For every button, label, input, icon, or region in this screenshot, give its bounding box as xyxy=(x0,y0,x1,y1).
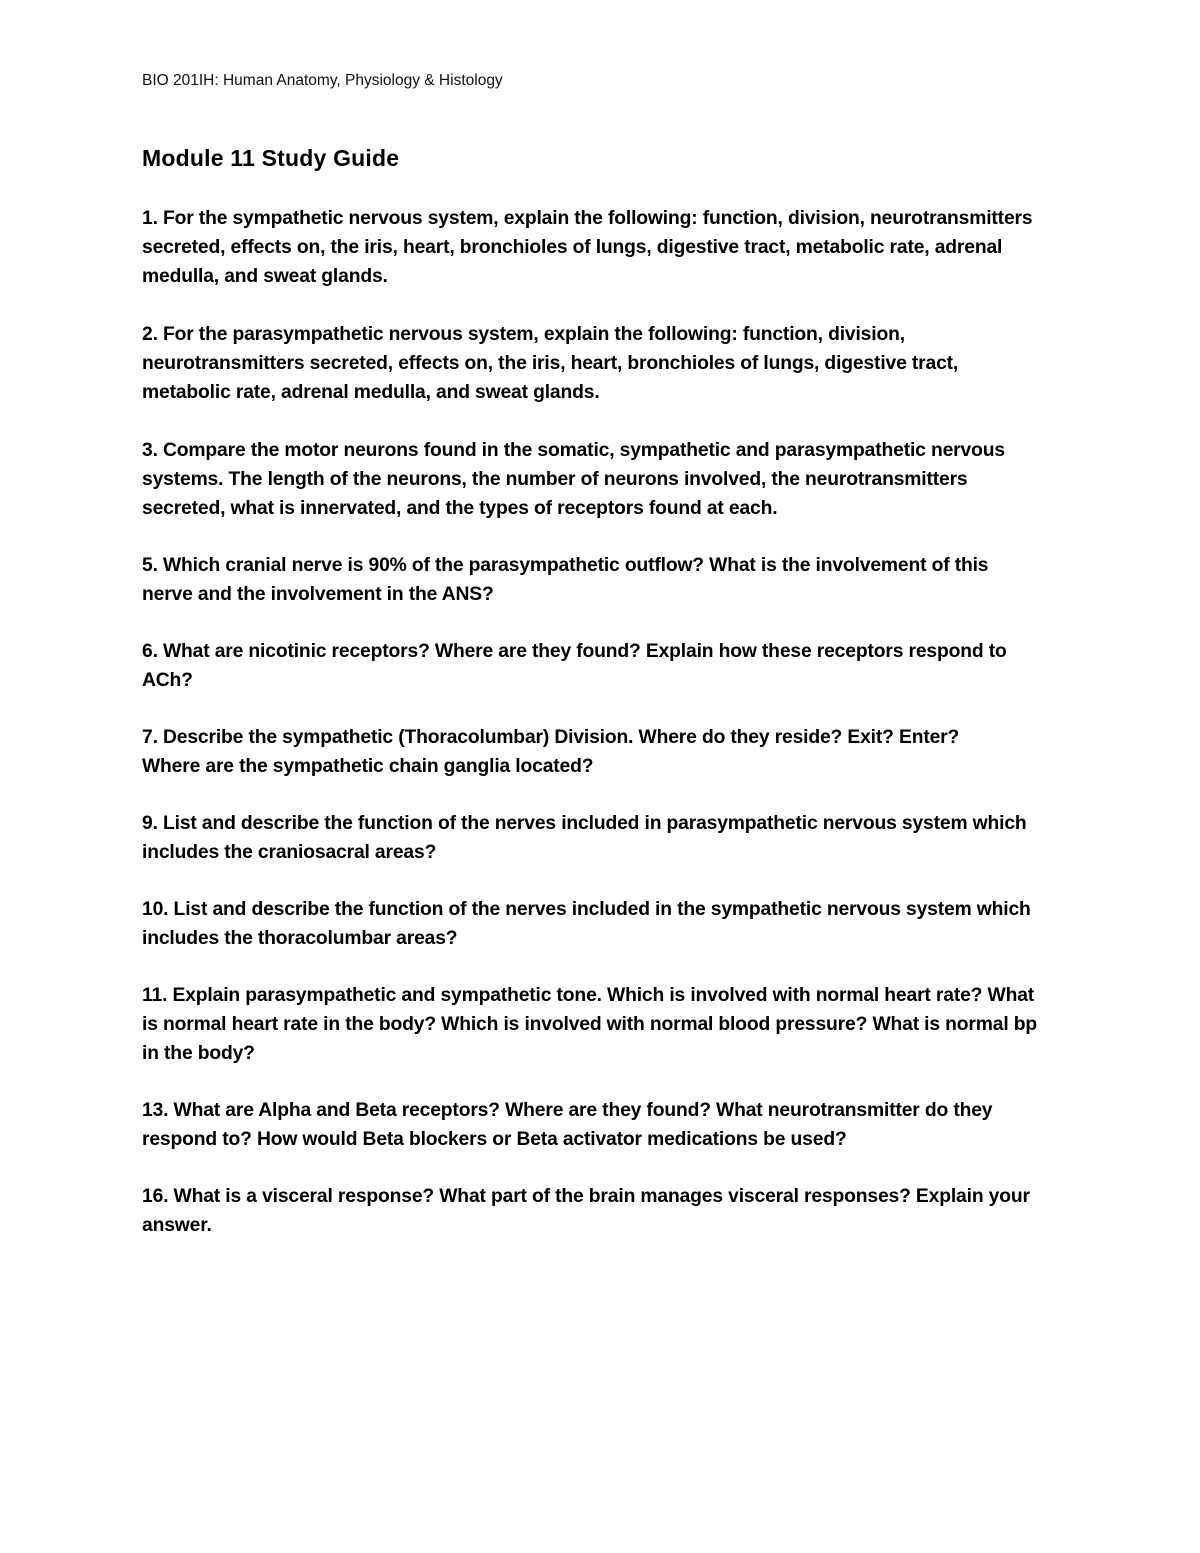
question-1-line-1: 1. For the sympathetic nervous system, explain the following: function, division, neurotransmitters xyxy=(142,208,1033,229)
question-16-line-2: answer. xyxy=(142,1215,212,1236)
question-6-line-1: 6. What are nicotinic receptors? Where are they found? Explain how these receptors respond to xyxy=(142,641,1007,662)
question-7-line-2: Where are the sympathetic chain ganglia located? xyxy=(142,756,594,777)
question-13-line-1: 13. What are Alpha and Beta receptors? Where are they found? What neurotransmitter do they xyxy=(142,1100,993,1121)
question-11 xyxy=(142,981,1092,1068)
question-3 xyxy=(142,436,1092,523)
course-header: BIO 201IH: Human Anatomy, Physiology & Histology xyxy=(142,72,503,89)
question-16-line-1: 16. What is a visceral response? What part of the brain manages visceral responses? Explain your xyxy=(142,1186,1030,1207)
question-9-line-1: 9. List and describe the function of the nerves included in parasympathetic nervous system which xyxy=(142,813,1027,834)
question-11-line-3: in the body? xyxy=(142,1043,255,1064)
question-10-line-2: includes the thoracolumbar areas? xyxy=(142,928,458,949)
question-11-line-2: is normal heart rate in the body? Which is involved with normal blood pressure? What is normal bp xyxy=(142,1014,1038,1035)
question-16 xyxy=(142,1182,1092,1240)
question-2-line-3: metabolic rate, adrenal medulla, and sweat glands. xyxy=(142,382,600,403)
question-13 xyxy=(142,1096,1092,1154)
question-7 xyxy=(142,723,1092,781)
question-13-line-2: respond to? How would Beta blockers or Beta activator medications be used? xyxy=(142,1129,847,1150)
question-6 xyxy=(142,637,1092,695)
question-9-line-2: includes the craniosacral areas? xyxy=(142,842,437,863)
question-1 xyxy=(142,204,1092,291)
question-11-line-1: 11. Explain parasympathetic and sympathetic tone. Which is involved with normal heart rate? What xyxy=(142,985,1035,1006)
question-7-line-1: 7. Describe the sympathetic (Thoracolumbar) Division. Where do they reside? Exit? Enter? xyxy=(142,727,960,748)
question-10 xyxy=(142,895,1092,953)
question-10-line-1: 10. List and describe the function of the nerves included in the sympathetic nervous system which xyxy=(142,899,1031,920)
question-list xyxy=(142,204,1092,1240)
question-3-line-2: systems. The length of the neurons, the number of neurons involved, the neurotransmitters xyxy=(142,469,968,490)
question-3-line-3: secreted, what is innervated, and the types of receptors found at each. xyxy=(142,498,778,519)
question-2-line-1: 2. For the parasympathetic nervous system, explain the following: function, division, xyxy=(142,324,905,345)
question-5-line-2: nerve and the involvement in the ANS? xyxy=(142,584,494,605)
question-6-line-2: ACh? xyxy=(142,670,193,691)
question-9 xyxy=(142,809,1092,867)
question-1-line-2: secreted, effects on, the iris, heart, bronchioles of lungs, digestive tract, metabolic rate, adrenal xyxy=(142,237,1003,258)
question-3-line-1: 3. Compare the motor neurons found in the somatic, sympathetic and parasympathetic nervous xyxy=(142,440,1005,461)
question-5-line-1: 5. Which cranial nerve is 90% of the parasympathetic outflow? What is the involvement of this xyxy=(142,555,989,576)
question-2 xyxy=(142,320,1092,407)
page-title: Module 11 Study Guide xyxy=(142,145,400,171)
question-1-line-3: medulla, and sweat glands. xyxy=(142,266,388,287)
question-5 xyxy=(142,551,1092,609)
question-2-line-2: neurotransmitters secreted, effects on, the iris, heart, bronchioles of lungs, digestive tract, xyxy=(142,353,959,374)
